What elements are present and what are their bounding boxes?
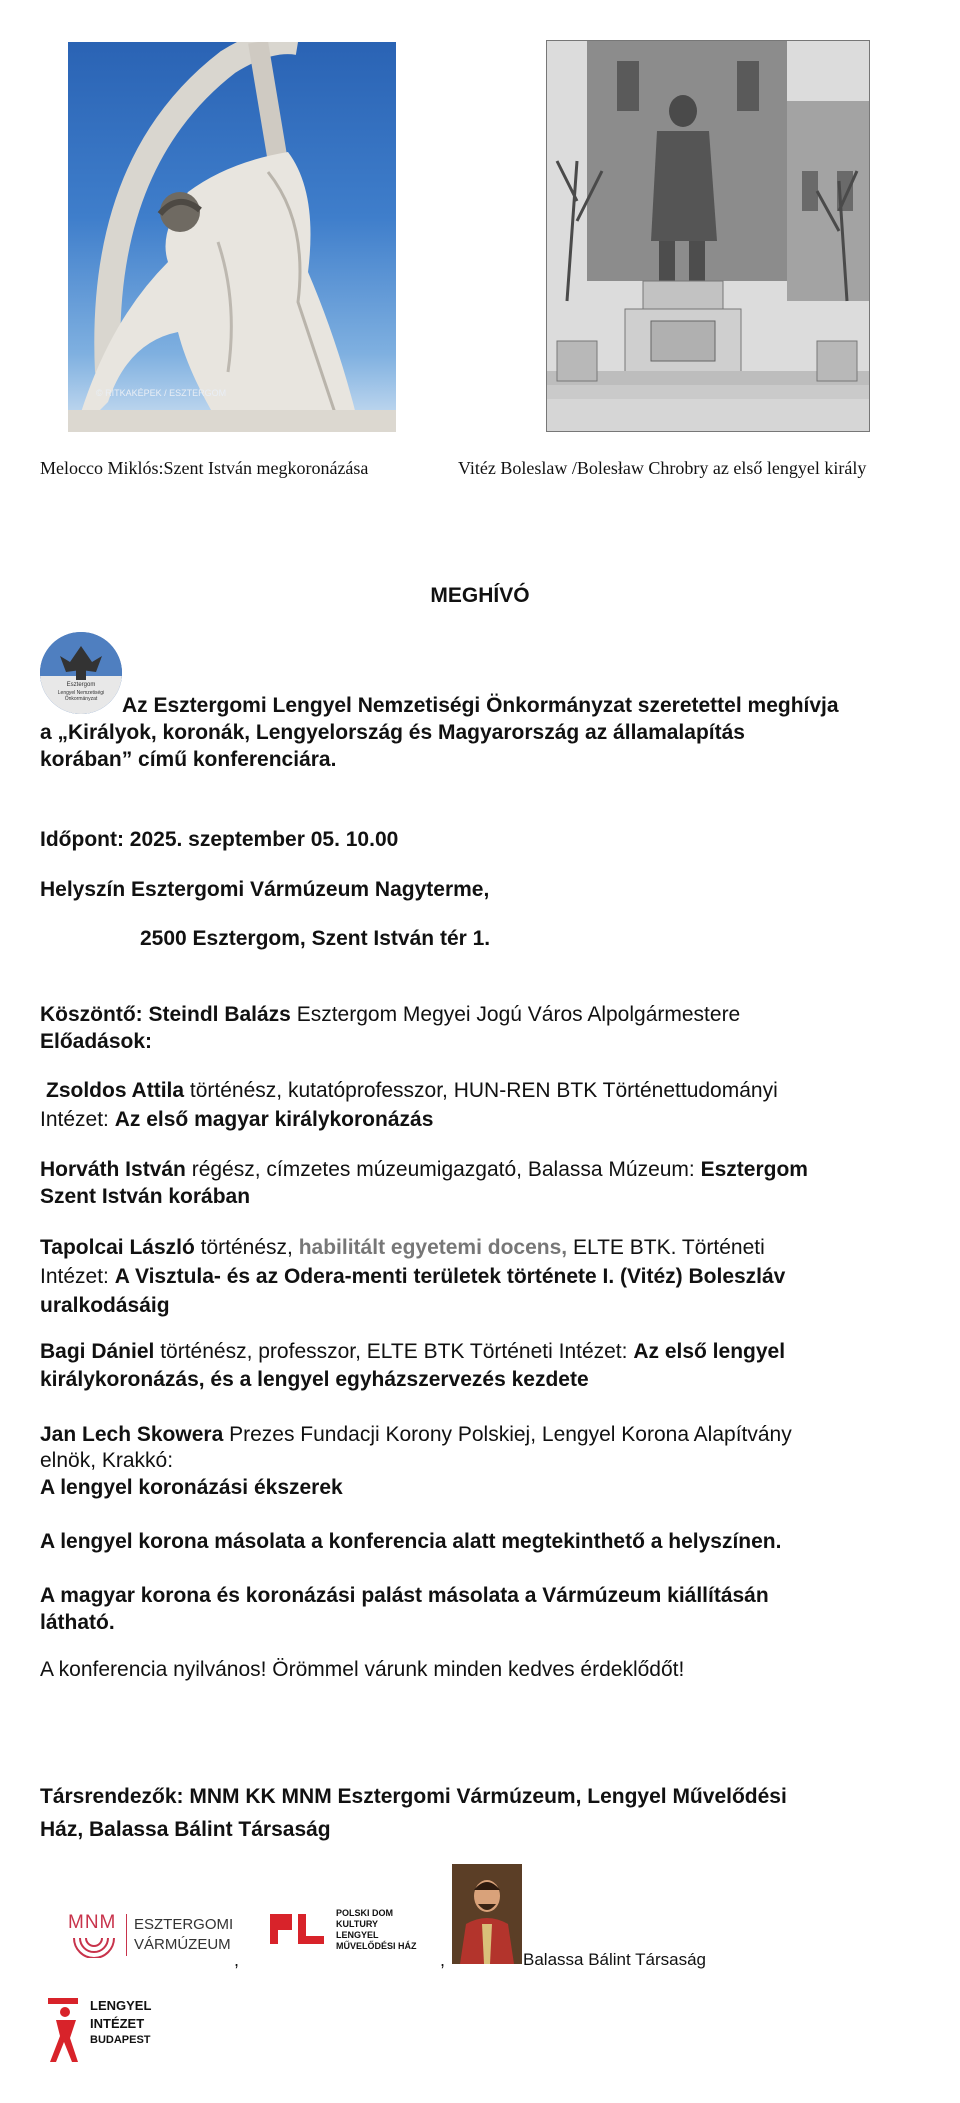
mnm-logo-line-1: ESZTERGOMI [134,1916,234,1933]
lengyel-intezet-logo [46,1996,152,2068]
lecture-2-title-b: Szent István korában [40,1185,251,1208]
greeting-label: Köszöntő: Steindl Balázs [40,1003,291,1026]
lecture-1-title: Az első magyar királykoronázás [114,1108,434,1131]
mnm-logo [68,1910,238,1962]
lecture-1-line-1 [46,1077,926,1105]
logo-separator-1: , [234,1950,240,1970]
note-hungarian-crown-a: A magyar korona és koronázási palást másolata a Vármúzeum kiállításán [40,1584,769,1607]
emblem-text-1: Esztergom [66,682,96,688]
left-photo-caption: Melocco Miklós:Szent István megkoronázása [40,458,369,478]
lecture-5-line-1 [40,1421,920,1449]
lectures-label: Előadások: [40,1030,153,1053]
right-photo-caption: Vitéz Boleslaw /Bolesław Chrobry az első lengyel király [458,458,867,478]
lecture-4-title-a: Az első lengyel [633,1340,786,1363]
intro-line-2: a „Királyok, koronák, Lengyelország és Magyarország az államalapítás [40,721,745,744]
lecture-2-role: régész, címzetes múzeumigazgató, Balassa Múzeum: [185,1158,701,1181]
mnm-sun-icon [72,1936,116,1958]
intro-line-1: Az Esztergomi Lengyel Nemzetiségi Önkormányzat szeretettel meghívja [122,694,839,717]
li-line-2: INTÉZET [90,2016,145,2031]
lecture-2-line-1 [40,1156,920,1184]
event-time: Időpont: 2025. szeptember 05. 10.00 [40,828,399,851]
lecture-2-speaker: Horváth István [40,1158,186,1181]
lecture-4-speaker: Bagi Dániel [40,1340,155,1363]
intro-line-3: korában” című konferenciára. [40,748,337,771]
coronation-statue-photo [68,42,396,432]
emblem-text-2: Lengyel Nemzetiségi Önkormányzat [57,690,105,702]
photo-watermark: © RITKAKÉPEK / ESZTERGOM [96,388,227,398]
logo-separator-2: , [440,1950,446,1970]
boleslaw-statue-photo [546,40,870,432]
note-public-event: A konferencia nyilvános! Örömmel várunk minden kedves érdeklődőt! [40,1658,685,1681]
pdk-line-3: LENGYEL [336,1930,379,1940]
running-figure-icon [46,1998,84,2064]
mnm-logo-line-2: VÁRMÚZEUM [134,1936,231,1953]
lecture-2-title-a: Esztergom [700,1158,808,1181]
lecture-3-role-a: történész, [194,1236,299,1259]
lecture-1-line-2 [40,1106,920,1134]
lecture-3-line-1 [40,1234,920,1262]
balassa-portrait [452,1864,522,1964]
greeting-line [40,1001,920,1029]
lecture-3-title-b: uralkodásáig [40,1294,170,1317]
polski-dom-kultury-logo [270,1908,430,1958]
lecture-3-speaker: Tapolcai László [40,1236,195,1259]
pdk-line-1: POLSKI DOM [336,1908,394,1918]
event-venue: Helyszín Esztergomi Vármúzeum Nagyterme, [40,878,490,901]
lecture-1-role-b: Intézet: [40,1108,115,1131]
note-crown-copy: A lengyel korona másolata a konferencia alatt megtekinthető a helyszínen. [40,1530,782,1553]
lecture-3-role-c: Intézet: [40,1265,115,1288]
lecture-4-line-1 [40,1338,920,1366]
lecture-1-speaker: Zsoldos Attila [46,1079,185,1102]
organization-emblem [40,632,122,714]
lecture-4-title-b: királykoronázás, és a lengyel egyházszervezés kezdete [40,1368,589,1391]
lecture-5-title: A lengyel koronázási ékszerek [40,1476,343,1499]
balassa-society-label: Balassa Bálint Társaság [523,1950,707,1969]
pdk-mark-icon [270,1914,324,1944]
balassa-portrait-drawing [452,1864,522,1964]
event-address: 2500 Esztergom, Szent István tér 1. [140,927,491,950]
note-hungarian-crown-b: látható. [40,1611,115,1634]
lecture-5-speaker: Jan Lech Skowera [40,1423,224,1446]
lecture-3-line-2 [40,1263,920,1291]
lecture-3-title-a: A Visztula- és az Odera-menti területek története I. (Vitéz) Boleszláv [114,1265,786,1288]
boleslaw-statue-drawing [547,41,869,431]
mnm-logo-short: MNM [68,1912,117,1933]
pdk-line-4: MŰVELŐDÉSI HÁZ [336,1941,417,1951]
lecture-1-role-a: történész, kutatóprofesszor, HUN-REN BTK Történettudományi [184,1079,778,1102]
lecture-5-role-b: elnök, Krakkó: [40,1449,174,1472]
lecture-3-role-b: ELTE BTK. Történeti [567,1236,765,1259]
lecture-4-role: történész, professzor, ELTE BTK Történeti Intézet: [154,1340,634,1363]
greeting-rest: Esztergom Megyei Jogú Város Alpolgármestere [290,1003,741,1026]
li-line-1: LENGYEL [90,1998,152,2013]
lecture-3-role-grey: habilitált egyetemi docens, [298,1236,568,1259]
page-title: MEGHÍVÓ [430,584,530,607]
pdk-line-2: KULTURY [336,1919,378,1929]
li-line-3: BUDAPEST [90,2034,151,2046]
lecture-5-role-a: Prezes Fundacji Korony Polskiej, Lengyel Korona Alapítvány [223,1423,792,1446]
organizers-line-2: Ház, Balassa Bálint Társaság [40,1818,331,1841]
coronation-statue-drawing [68,42,396,432]
organizers-line-1: Társrendezők: MNM KK MNM Esztergomi Vármúzeum, Lengyel Művelődési [40,1785,787,1808]
mnm-divider [126,1914,127,1956]
